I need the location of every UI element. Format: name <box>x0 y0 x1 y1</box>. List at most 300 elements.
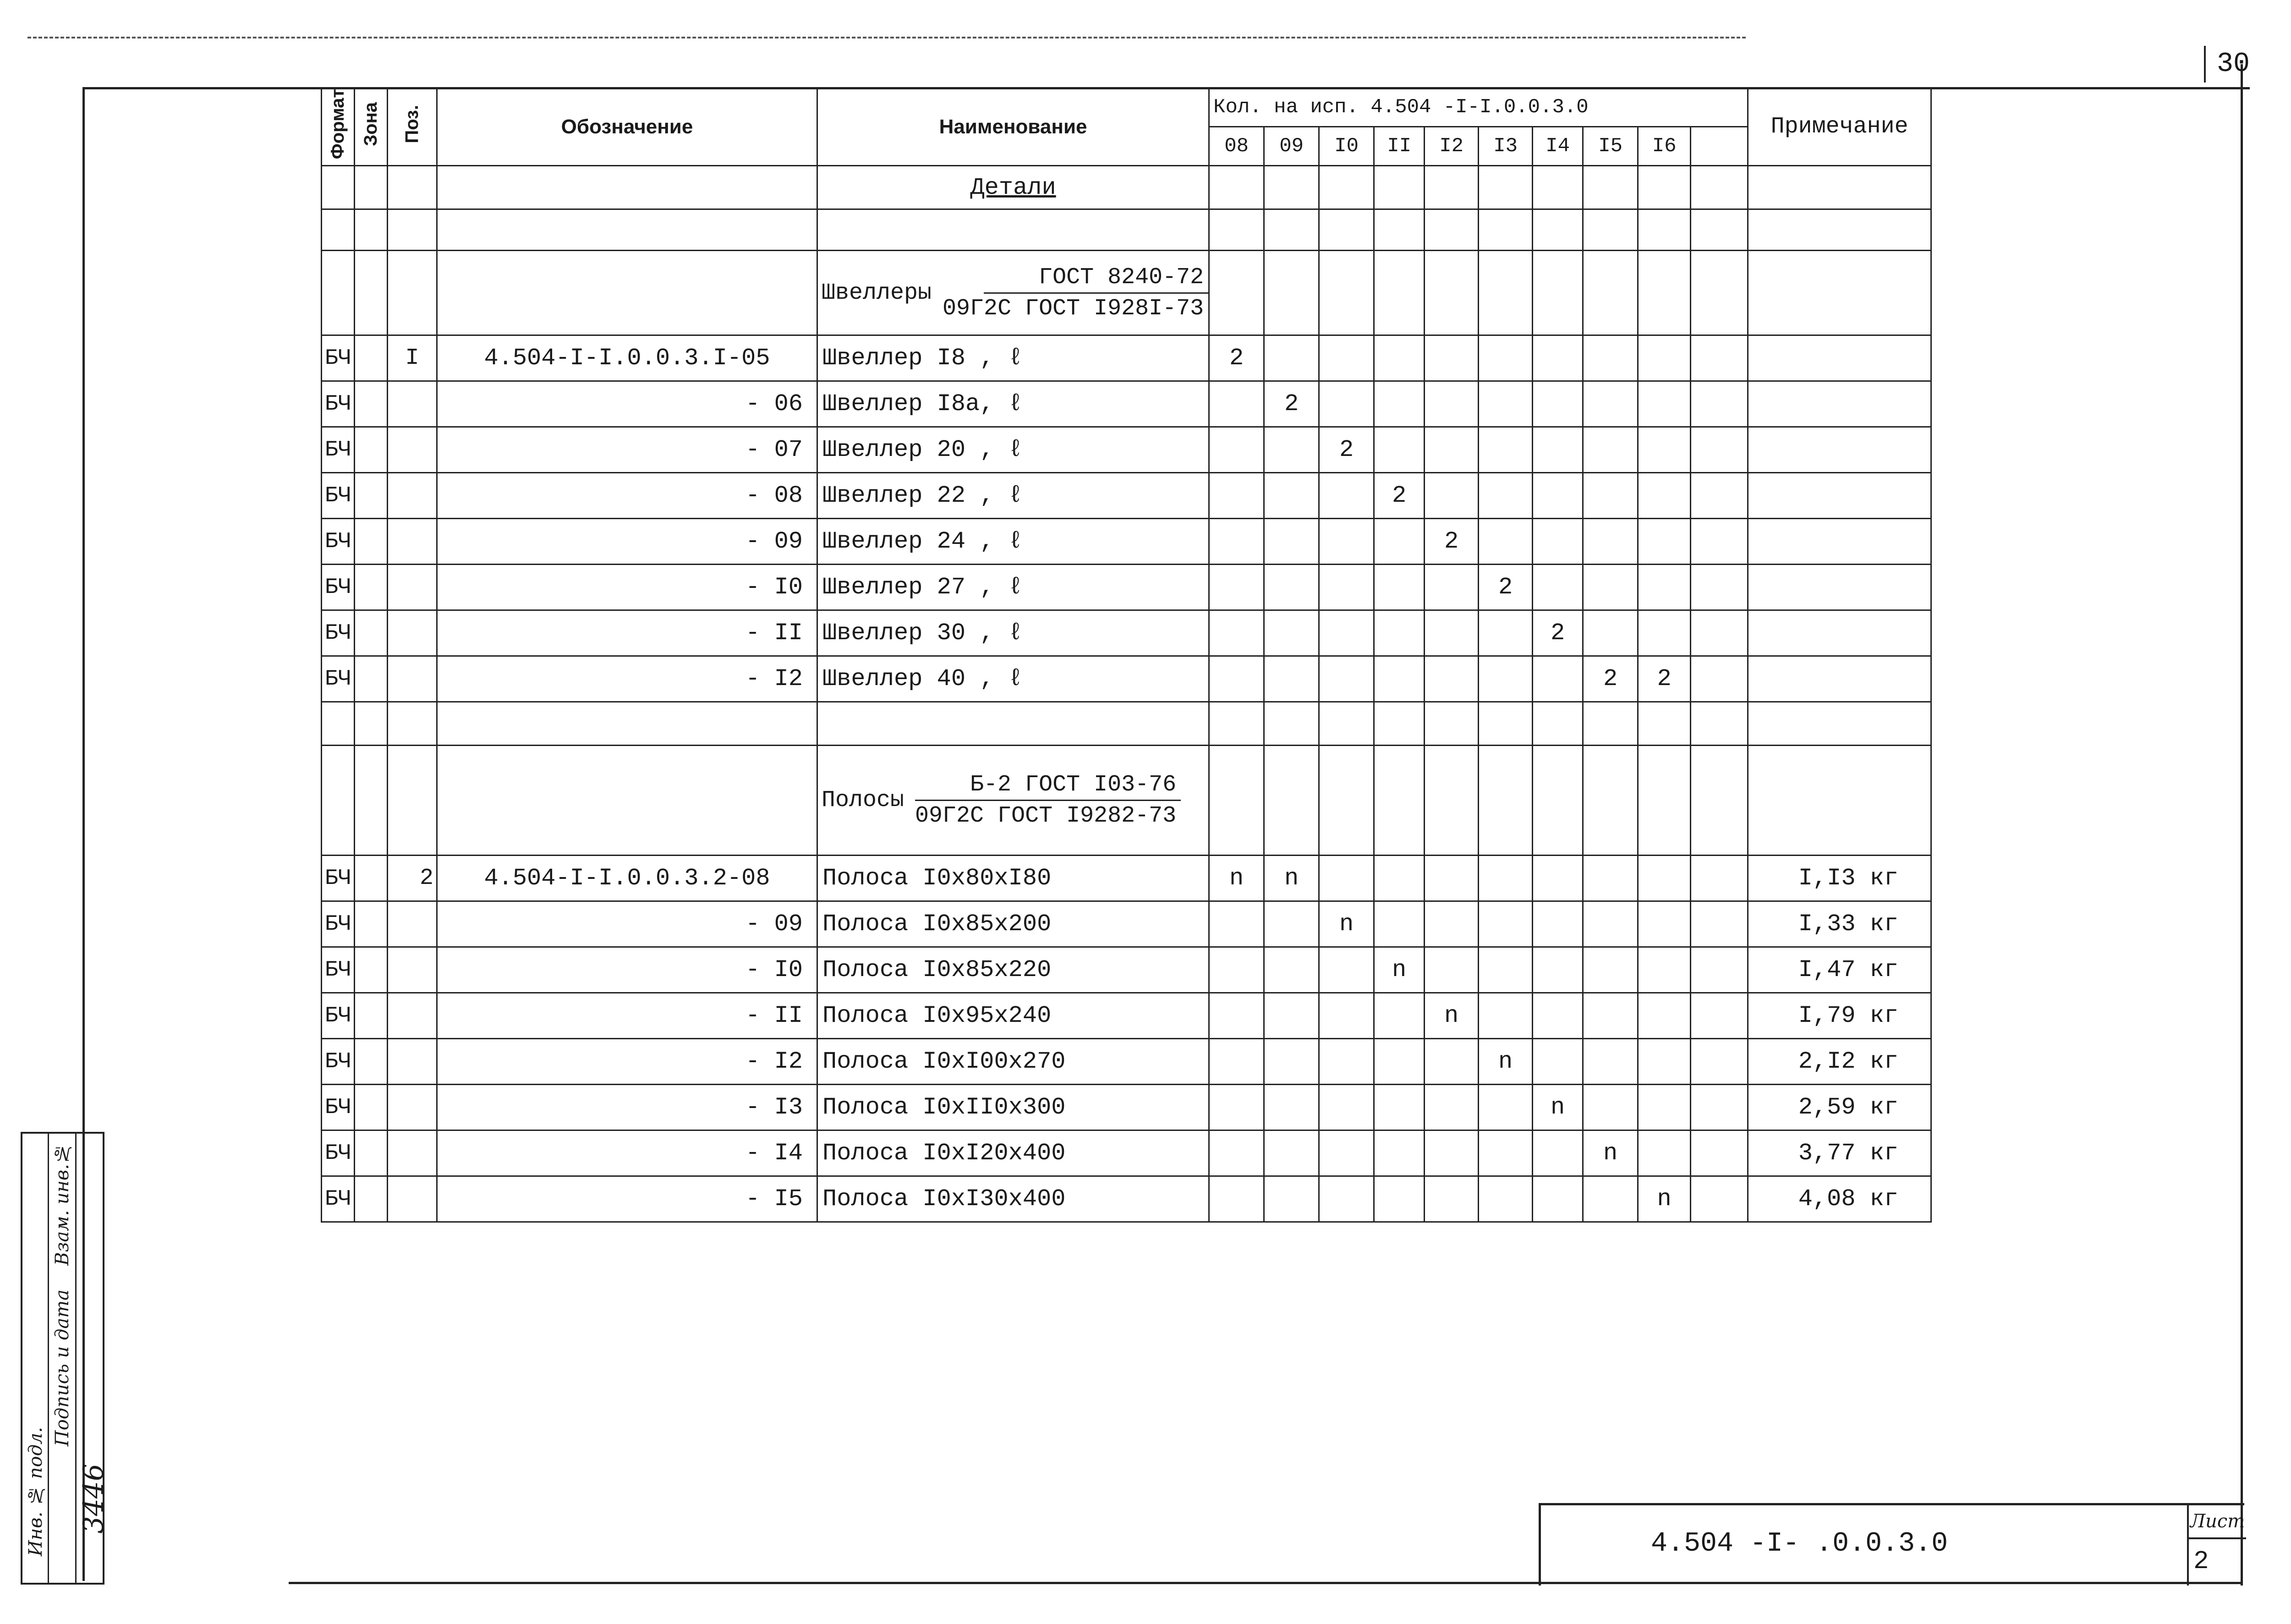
cell-qty <box>1425 427 1479 473</box>
cell-qty <box>1583 427 1638 473</box>
spacer-row-cell <box>1479 702 1533 746</box>
cell-designation: - I0 <box>437 565 817 610</box>
cell-note <box>1748 656 1931 702</box>
table-row <box>322 473 1931 519</box>
specification-table <box>321 87 1932 1223</box>
cell-note: 2,I2 кг <box>1748 1039 1931 1085</box>
cell-qty <box>1638 1039 1691 1085</box>
group-label: Швеллеры <box>822 280 932 306</box>
cell-zone <box>355 1085 388 1130</box>
cell-qty-spare <box>1691 993 1748 1039</box>
cell-name: Полоса I0x80xI80 <box>817 856 1209 901</box>
cell-qty <box>1479 610 1533 656</box>
cell-designation: - 07 <box>437 427 817 473</box>
cell-qty: 2 <box>1479 565 1533 610</box>
table-row <box>322 427 1931 473</box>
cell-qty <box>1374 901 1425 947</box>
cell-qty-spare <box>1691 610 1748 656</box>
group-row-cell <box>1425 746 1479 856</box>
section-row <box>322 166 1931 209</box>
group-row-cell <box>355 251 388 335</box>
cell-qty <box>1479 335 1533 381</box>
cell-qty <box>1425 656 1479 702</box>
table-row <box>322 1039 1931 1085</box>
cell-qty <box>1209 519 1264 565</box>
group-row-cell <box>1748 251 1931 335</box>
cell-qty <box>1479 519 1533 565</box>
cell-qty <box>1374 656 1425 702</box>
sheet-number: 2 <box>2193 1547 2209 1576</box>
spacer-row-cell <box>1583 702 1638 746</box>
spacer-row-cell <box>1691 209 1748 251</box>
cell-format: БЧ <box>322 335 355 381</box>
group-stack <box>933 264 1208 322</box>
cell-designation: - 08 <box>437 473 817 519</box>
cell-pos <box>388 1085 437 1130</box>
cell-qty <box>1264 1176 1319 1222</box>
group-row-cell <box>1209 251 1264 335</box>
cell-qty <box>1583 473 1638 519</box>
section-row-cell <box>1638 166 1691 209</box>
cell-qty <box>1479 947 1533 993</box>
cell-zone <box>355 473 388 519</box>
group-row-cell <box>1691 746 1748 856</box>
cell-name: Полоса I0x95x240 <box>817 993 1209 1039</box>
cell-zone <box>355 427 388 473</box>
cell-qty: n <box>1638 1176 1691 1222</box>
cell-format: БЧ <box>322 1085 355 1130</box>
spacer-row <box>322 209 1931 251</box>
cell-note <box>1748 427 1931 473</box>
cell-designation: 4.504-I-I.0.0.3.I-05 <box>437 335 817 381</box>
cell-qty-spare <box>1691 856 1748 901</box>
group-row-cell <box>1319 251 1374 335</box>
cell-pos <box>388 473 437 519</box>
cell-qty-spare <box>1691 335 1748 381</box>
cell-qty <box>1264 1130 1319 1176</box>
cell-qty <box>1319 610 1374 656</box>
cell-qty <box>1319 947 1374 993</box>
title-block-sheet <box>2187 1505 2246 1586</box>
spacer-row-cell <box>388 702 437 746</box>
spacer-row-cell <box>322 209 355 251</box>
cell-name: Швеллер 27 , ℓ <box>817 565 1209 610</box>
spacer-row-cell <box>322 702 355 746</box>
cell-zone <box>355 1130 388 1176</box>
cell-qty <box>1479 856 1533 901</box>
cell-qty <box>1264 656 1319 702</box>
cell-qty <box>1209 381 1264 427</box>
section-row-cell <box>1264 166 1319 209</box>
cell-zone <box>355 610 388 656</box>
cell-qty <box>1533 335 1583 381</box>
group-fraction <box>818 772 1208 829</box>
cell-note: 3,77 кг <box>1748 1130 1931 1176</box>
group-denominator: 09Г2С ГОСТ I928I-73 <box>943 295 1204 322</box>
cell-pos: I <box>388 335 437 381</box>
cell-name: Швеллер 22 , ℓ <box>817 473 1209 519</box>
spacer-row-cell <box>1638 702 1691 746</box>
section-row-cell <box>1533 166 1583 209</box>
cell-zone <box>355 656 388 702</box>
cell-qty <box>1533 993 1583 1039</box>
table-row <box>322 856 1931 901</box>
group-row-cell <box>388 251 437 335</box>
cell-qty <box>1319 856 1374 901</box>
sheet-label: Лист <box>2189 1505 2246 1539</box>
group-numerator: Б-2 ГОСТ I03-76 <box>915 772 1181 801</box>
cell-qty <box>1264 1085 1319 1130</box>
cell-qty <box>1533 427 1583 473</box>
cell-designation: 4.504-I-I.0.0.3.2-08 <box>437 856 817 901</box>
spacer-row-cell <box>437 209 817 251</box>
group-row-cell <box>322 746 355 856</box>
cell-qty: 2 <box>1583 656 1638 702</box>
cell-qty <box>1425 473 1479 519</box>
group-row-cell <box>1583 251 1638 335</box>
cell-zone <box>355 1176 388 1222</box>
cell-format: БЧ <box>322 381 355 427</box>
cell-name: Швеллер 30 , ℓ <box>817 610 1209 656</box>
cell-pos: 2 <box>388 856 437 901</box>
cell-qty: 2 <box>1638 656 1691 702</box>
cell-qty <box>1209 947 1264 993</box>
group-row-cell <box>1374 746 1425 856</box>
group-row-cell <box>1425 251 1479 335</box>
cell-qty-spare <box>1691 1039 1748 1085</box>
cell-qty <box>1319 519 1374 565</box>
cell-qty <box>1533 1176 1583 1222</box>
spacer-row-cell <box>817 209 1209 251</box>
group-row-cell <box>1479 746 1533 856</box>
group-fraction <box>818 264 1208 322</box>
header-variant-7: I5 <box>1583 127 1638 166</box>
cell-qty <box>1533 1130 1583 1176</box>
cell-qty-spare <box>1691 473 1748 519</box>
cell-qty: 2 <box>1319 427 1374 473</box>
table-row <box>322 519 1931 565</box>
group-row-cell <box>437 251 817 335</box>
cell-qty: n <box>1425 993 1479 1039</box>
group-row-cell <box>1638 251 1691 335</box>
cell-qty-spare <box>1691 1176 1748 1222</box>
cell-name: Полоса I0x85x220 <box>817 947 1209 993</box>
cell-note <box>1748 519 1931 565</box>
cell-qty <box>1583 565 1638 610</box>
cell-qty <box>1479 381 1533 427</box>
header-variant-0: 08 <box>1209 127 1264 166</box>
scan-artifact-line <box>27 37 1746 38</box>
section-row-cell <box>1479 166 1533 209</box>
table-row <box>322 1130 1931 1176</box>
cell-qty <box>1425 565 1479 610</box>
section-row-cell <box>1748 166 1931 209</box>
cell-qty <box>1533 901 1583 947</box>
table-row <box>322 993 1931 1039</box>
cell-qty <box>1264 473 1319 519</box>
cell-qty <box>1583 1085 1638 1130</box>
section-row-cell <box>1583 166 1638 209</box>
group-row-cell <box>1209 746 1264 856</box>
cell-qty <box>1374 1130 1425 1176</box>
group-row-cell <box>355 746 388 856</box>
header-variant-4: I2 <box>1425 127 1479 166</box>
cell-qty <box>1425 856 1479 901</box>
cell-qty <box>1319 1130 1374 1176</box>
cell-name: Швеллер 24 , ℓ <box>817 519 1209 565</box>
cell-qty <box>1264 565 1319 610</box>
cell-qty <box>1533 1039 1583 1085</box>
cell-format: БЧ <box>322 1039 355 1085</box>
cell-qty <box>1479 1130 1533 1176</box>
table-row <box>322 947 1931 993</box>
header-variant-6: I4 <box>1533 127 1583 166</box>
cell-qty: n <box>1319 901 1374 947</box>
cell-note: 4,08 кг <box>1748 1176 1931 1222</box>
cell-qty <box>1479 993 1533 1039</box>
cell-qty <box>1533 947 1583 993</box>
cell-qty-spare <box>1691 519 1748 565</box>
spacer-row-cell <box>817 702 1209 746</box>
cell-pos <box>388 381 437 427</box>
group-row-cell <box>1319 746 1374 856</box>
cell-qty <box>1638 427 1691 473</box>
group-row-cell <box>1479 251 1533 335</box>
cell-qty <box>1319 656 1374 702</box>
spacer-row-cell <box>355 702 388 746</box>
cell-qty <box>1533 565 1583 610</box>
cell-qty <box>1425 381 1479 427</box>
frame-right-border <box>2241 64 2243 1586</box>
cell-note <box>1748 381 1931 427</box>
cell-qty <box>1479 1176 1533 1222</box>
cell-qty <box>1638 1085 1691 1130</box>
header-designation: Обозначение <box>437 88 817 166</box>
group-row-cell <box>1264 251 1319 335</box>
group-row-cell <box>1638 746 1691 856</box>
cell-qty <box>1264 1039 1319 1085</box>
cell-qty <box>1479 473 1533 519</box>
cell-format: БЧ <box>322 519 355 565</box>
header-pos: Поз. <box>388 88 437 166</box>
title-block-doc-code: 4.504 -I- .0.0.3.0 <box>1651 1528 1948 1559</box>
cell-qty <box>1374 856 1425 901</box>
cell-name: Швеллер 20 , ℓ <box>817 427 1209 473</box>
cell-format: БЧ <box>322 1130 355 1176</box>
cell-zone <box>355 856 388 901</box>
group-row-cell <box>1748 746 1931 856</box>
cell-qty <box>1319 1085 1374 1130</box>
cell-qty <box>1209 656 1264 702</box>
cell-format: БЧ <box>322 610 355 656</box>
cell-qty-spare <box>1691 901 1748 947</box>
section-row-cell <box>322 166 355 209</box>
section-row-cell <box>355 166 388 209</box>
spacer-row <box>322 702 1931 746</box>
cell-qty <box>1638 473 1691 519</box>
cell-qty <box>1638 856 1691 901</box>
cell-qty-spare <box>1691 1130 1748 1176</box>
cell-qty-spare <box>1691 427 1748 473</box>
cell-qty <box>1479 1085 1533 1130</box>
cell-pos <box>388 947 437 993</box>
cell-pos <box>388 427 437 473</box>
header-qty-title: Кол. на исп. 4.504 -I-I.0.0.3.0 <box>1209 88 1748 127</box>
cell-designation: - I5 <box>437 1176 817 1222</box>
spacer-row-cell <box>1748 209 1931 251</box>
section-row-cell <box>1374 166 1425 209</box>
cell-qty <box>1638 610 1691 656</box>
cell-qty <box>1374 610 1425 656</box>
cell-qty: n <box>1583 1130 1638 1176</box>
cell-qty <box>1209 993 1264 1039</box>
cell-qty <box>1583 1176 1638 1222</box>
spacer-row-cell <box>1319 702 1374 746</box>
cell-name: Полоса I0xI20x400 <box>817 1130 1209 1176</box>
cell-qty <box>1583 1039 1638 1085</box>
cell-qty <box>1209 1176 1264 1222</box>
cell-format: БЧ <box>322 427 355 473</box>
group-denominator: 09Г2С ГОСТ I9282-73 <box>915 803 1177 829</box>
cell-qty <box>1319 473 1374 519</box>
spacer-row-cell <box>1533 209 1583 251</box>
cell-pos <box>388 656 437 702</box>
cell-zone <box>355 565 388 610</box>
header-variant-3: II <box>1374 127 1425 166</box>
cell-zone <box>355 993 388 1039</box>
section-row-cell <box>437 166 817 209</box>
side-sign-date: Подпись и дата <box>52 1289 73 1447</box>
cell-qty <box>1209 1130 1264 1176</box>
cell-pos <box>388 610 437 656</box>
spacer-row-cell <box>1374 209 1425 251</box>
cell-qty <box>1583 856 1638 901</box>
cell-format: БЧ <box>322 656 355 702</box>
cell-name: Швеллер 40 , ℓ <box>817 656 1209 702</box>
cell-note <box>1748 610 1931 656</box>
cell-qty: n <box>1374 947 1425 993</box>
cell-qty <box>1374 1039 1425 1085</box>
table-row <box>322 1176 1931 1222</box>
cell-qty <box>1425 1130 1479 1176</box>
cell-zone <box>355 1039 388 1085</box>
table-row <box>322 381 1931 427</box>
group-stack <box>906 772 1181 829</box>
table-row <box>322 1085 1931 1130</box>
spacer-row-cell <box>1533 702 1583 746</box>
cell-name: Полоса I0xI00x270 <box>817 1039 1209 1085</box>
cell-note: 2,59 кг <box>1748 1085 1931 1130</box>
cell-qty: 2 <box>1533 610 1583 656</box>
cell-name: Полоса I0xII0x300 <box>817 1085 1209 1130</box>
spacer-row-cell <box>1209 702 1264 746</box>
header-variant-1: 09 <box>1264 127 1319 166</box>
cell-qty <box>1209 473 1264 519</box>
cell-qty: 2 <box>1374 473 1425 519</box>
spacer-row-cell <box>1479 209 1533 251</box>
group-row-cell <box>388 746 437 856</box>
spacer-row-cell <box>1264 209 1319 251</box>
cell-qty <box>1638 901 1691 947</box>
cell-designation: - I2 <box>437 1039 817 1085</box>
cell-qty: n <box>1533 1085 1583 1130</box>
cell-qty <box>1209 610 1264 656</box>
cell-qty <box>1264 993 1319 1039</box>
cell-pos <box>388 1130 437 1176</box>
cell-note: I,I3 кг <box>1748 856 1931 901</box>
cell-qty: n <box>1264 856 1319 901</box>
group-row-cell <box>1264 746 1319 856</box>
cell-format: БЧ <box>322 473 355 519</box>
spacer-row-cell <box>1425 209 1479 251</box>
cell-qty-spare <box>1691 565 1748 610</box>
cell-qty <box>1479 901 1533 947</box>
cell-qty-spare <box>1691 947 1748 993</box>
table-row <box>322 656 1931 702</box>
table-row <box>322 610 1931 656</box>
cell-zone <box>355 901 388 947</box>
header-variant-spare <box>1691 127 1748 166</box>
cell-qty <box>1425 1039 1479 1085</box>
cell-qty: 2 <box>1425 519 1479 565</box>
cell-qty <box>1638 993 1691 1039</box>
cell-designation: - I0 <box>437 947 817 993</box>
cell-qty <box>1319 1176 1374 1222</box>
cell-qty <box>1374 381 1425 427</box>
group-row-cell <box>1533 746 1583 856</box>
spacer-row-cell <box>1319 209 1374 251</box>
title-block <box>1539 1503 2244 1586</box>
table-row <box>322 901 1931 947</box>
cell-qty <box>1425 335 1479 381</box>
cell-format: БЧ <box>322 1176 355 1222</box>
header-format: Формат <box>322 88 355 166</box>
cell-qty <box>1638 947 1691 993</box>
spacer-row-cell <box>1583 209 1638 251</box>
cell-format: БЧ <box>322 993 355 1039</box>
cell-qty <box>1209 565 1264 610</box>
cell-qty <box>1583 335 1638 381</box>
cell-qty <box>1374 427 1425 473</box>
group-row-cell <box>1583 746 1638 856</box>
cell-note <box>1748 565 1931 610</box>
spacer-row-cell <box>1374 702 1425 746</box>
section-title: Детали <box>817 166 1209 209</box>
cell-qty: 2 <box>1264 381 1319 427</box>
cell-designation: - 09 <box>437 519 817 565</box>
page-number: 30 <box>2204 46 2261 82</box>
cell-qty <box>1374 519 1425 565</box>
cell-qty <box>1374 1085 1425 1130</box>
group-heading-group_strips <box>817 746 1209 856</box>
cell-qty <box>1638 565 1691 610</box>
cell-qty <box>1533 381 1583 427</box>
cell-name: Полоса I0xI30x400 <box>817 1176 1209 1222</box>
cell-qty <box>1583 381 1638 427</box>
cell-pos <box>388 565 437 610</box>
cell-qty <box>1209 901 1264 947</box>
cell-qty-spare <box>1691 381 1748 427</box>
cell-note: I,47 кг <box>1748 947 1931 993</box>
group-row-group_strips <box>322 746 1931 856</box>
cell-qty <box>1319 1039 1374 1085</box>
cell-pos <box>388 519 437 565</box>
cell-qty <box>1425 947 1479 993</box>
spacer-row-cell <box>1638 209 1691 251</box>
spacer-row-cell <box>1264 702 1319 746</box>
cell-qty <box>1533 473 1583 519</box>
header-name: Наименование <box>817 88 1209 166</box>
